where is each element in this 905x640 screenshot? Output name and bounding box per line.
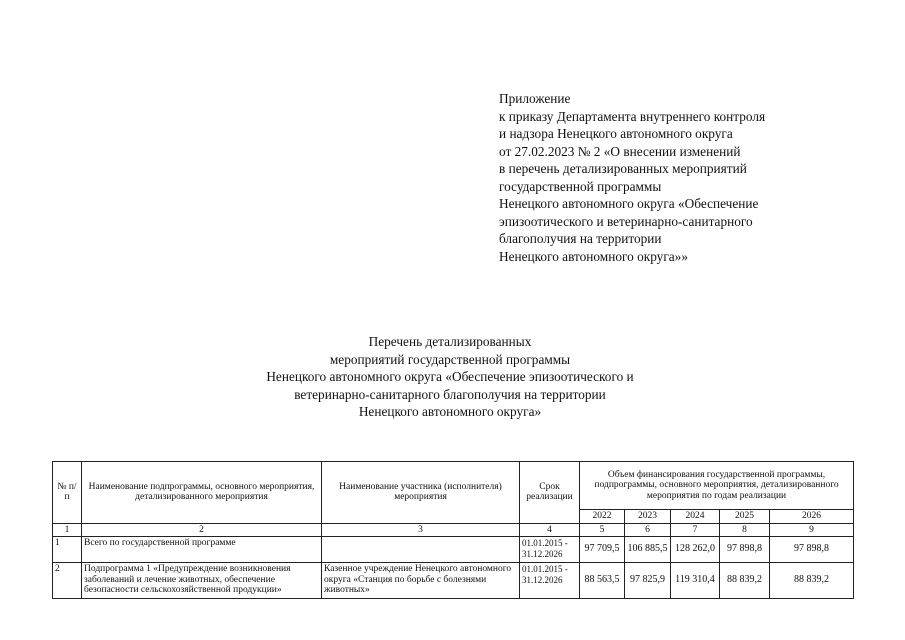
column-index-row xyxy=(53,523,854,537)
appendix-line: в перечень детализированных мероприятий xyxy=(499,161,747,176)
appendix-line: эпизоотического и ветеринарно-санитарного xyxy=(499,213,753,229)
header-year: 2023 xyxy=(625,510,671,524)
row-value: 88 563,5 xyxy=(580,563,625,599)
column-index: 1 xyxy=(53,523,82,537)
appendix-line: к приказу Департамента внутреннего контроля xyxy=(499,108,766,124)
header-participant: Наименование участника (исполнителя) мероприятия xyxy=(322,462,520,524)
appendix-line: Приложение xyxy=(499,91,571,106)
appendix-line: от 27.02.2023 № 2 «О внесении изменений xyxy=(499,143,741,159)
row-name: Подпрограмма 1 «Предупреждение возникновения заболеваний и лечение животных, обеспечение безопасности сельскохозяйственной продукции» xyxy=(82,563,322,599)
header-period: Срок реализации xyxy=(520,462,580,524)
row-value: 88 839,2 xyxy=(720,563,770,599)
row-value: 97 898,8 xyxy=(720,537,770,563)
header-year: 2022 xyxy=(580,510,625,524)
row-value: 106 885,5 xyxy=(625,537,671,563)
column-index: 5 xyxy=(580,523,625,537)
column-index: 9 xyxy=(770,523,854,537)
row-period: 01.01.2015 - 31.12.2026 xyxy=(520,537,580,563)
activities-table xyxy=(52,461,854,599)
row-value: 97 709,5 xyxy=(580,537,625,563)
header-year: 2024 xyxy=(671,510,720,524)
row-value: 119 310,4 xyxy=(671,563,720,599)
column-index: 3 xyxy=(322,523,520,537)
title-line: Ненецкого автономного округа» xyxy=(358,404,542,419)
header-row xyxy=(53,462,854,510)
title-line: Ненецкого автономного округа «Обеспечение эпизоотического и xyxy=(266,369,634,384)
appendix-line: и надзора Ненецкого автономного округа xyxy=(499,126,733,141)
row-name: Всего по государственной программе xyxy=(82,537,322,563)
column-index: 8 xyxy=(720,523,770,537)
row-num: 2 xyxy=(53,563,82,599)
row-value: 97 825,9 xyxy=(625,563,671,599)
header-num: № п/п xyxy=(53,462,82,524)
row-value: 128 262,0 xyxy=(671,537,720,563)
row-participant xyxy=(322,537,520,563)
title-line: ветеринарно-санитарного благополучия на территории xyxy=(294,386,606,402)
appendix-line: государственной программы xyxy=(499,178,662,194)
appendix-line: Ненецкого автономного округа «Обеспечение xyxy=(499,196,759,211)
appendix-line: Ненецкого автономного округа»» xyxy=(499,248,688,264)
row-num: 1 xyxy=(53,537,82,563)
row-value: 97 898,8 xyxy=(770,537,854,563)
column-index: 4 xyxy=(520,523,580,537)
header-funding: Объем финансирования государственной программы, подпрограммы, основного мероприятия, детализированного мероприятия по годам реализации xyxy=(580,462,854,510)
document-title xyxy=(150,333,750,421)
table-row xyxy=(53,537,854,563)
header-year: 2026 xyxy=(770,510,854,524)
title-line: мероприятий государственной программы xyxy=(329,351,571,367)
row-participant: Казенное учреждение Ненецкого автономного округа «Станция по борьбе с болезнями животных» xyxy=(322,563,520,599)
table-row xyxy=(53,563,854,599)
appendix-block xyxy=(499,90,819,265)
header-name: Наименование подпрограммы, основного мероприятия, детализированного мероприятия xyxy=(82,462,322,524)
column-index: 2 xyxy=(82,523,322,537)
header-year: 2025 xyxy=(720,510,770,524)
row-value: 88 839,2 xyxy=(770,563,854,599)
column-index: 6 xyxy=(625,523,671,537)
row-period: 01.01.2015 - 31.12.2026 xyxy=(520,563,580,599)
column-index: 7 xyxy=(671,523,720,537)
title-line: Перечень детализированных xyxy=(368,334,532,349)
appendix-line: благополучия на территории xyxy=(499,231,662,246)
